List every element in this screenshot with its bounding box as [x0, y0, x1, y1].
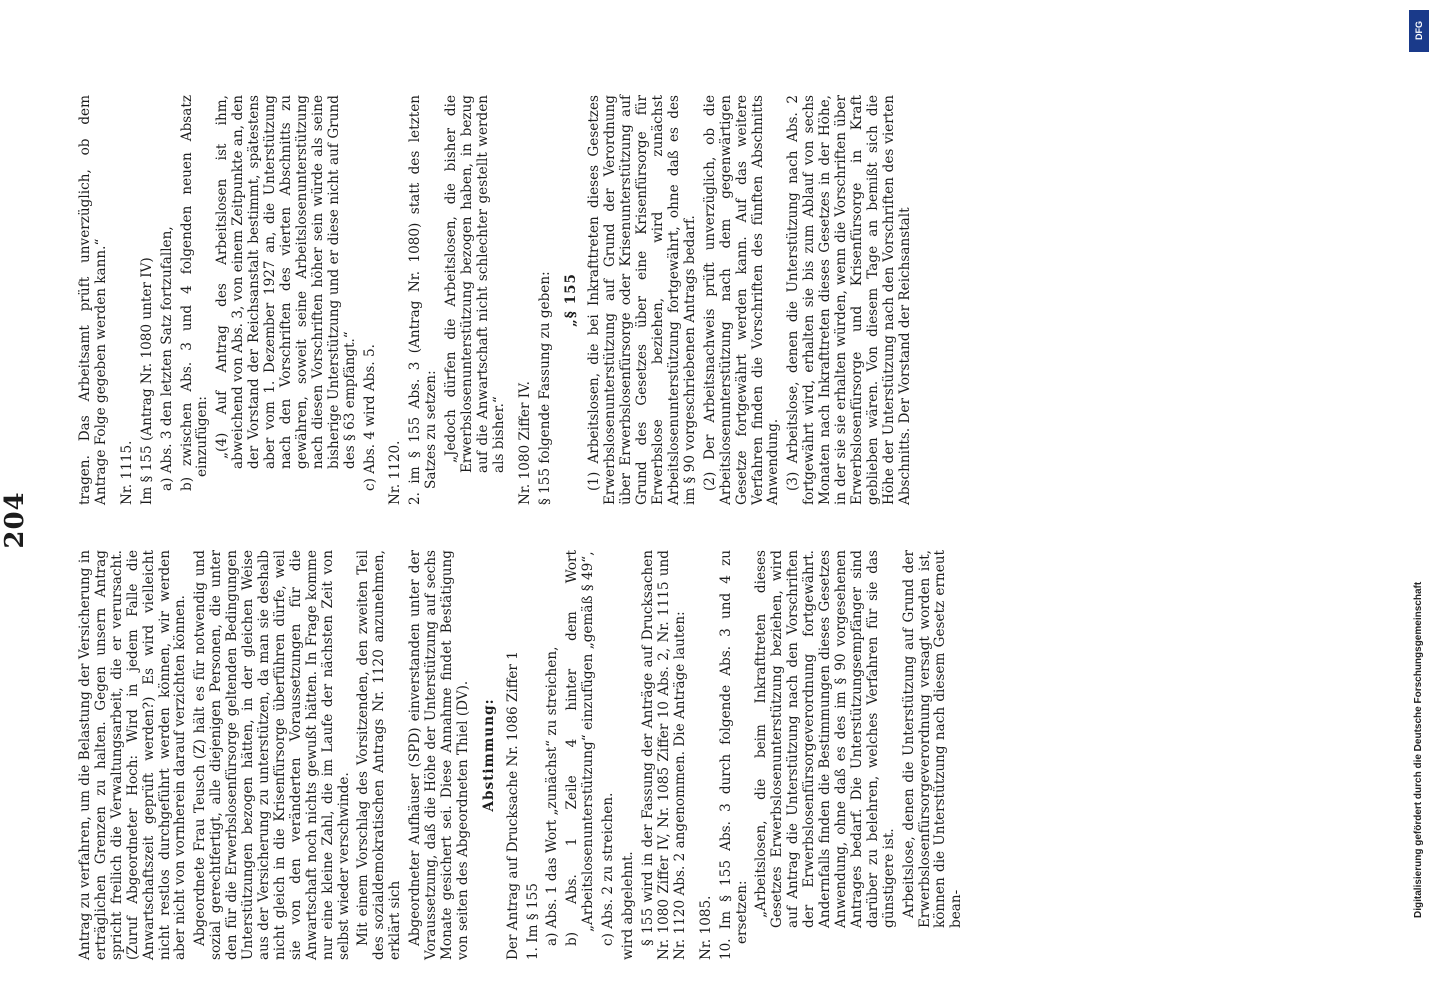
right-column-paragraph: a) Abs. 3 den letzten Satz fortzufallen, [158, 226, 175, 491]
credit-text: Digitalisierung gefördert durch die Deutsche Forschungsgemeinschaft [1413, 581, 1424, 918]
right-column-paragraph: (3) Arbeitslose, denen die Unterstützung nach Abs. 2 fortgewährt wird, erhalten sie bis zum Ablauf von sechs Monaten nach Inkrafttreten dieses Gesetzes in der Höhe, in der sie sie erhalten würden, wenn die Vorschriften über Erwerbslosenfürsorge und Krisenfürsorge in Kraft geblieben wären. Von diesem Tage an bemißt sich die Höhe der Unterstützung nach den Vorschriften des vierten Abschnitts. Der Vorstand der Reichsanstalt [785, 95, 913, 505]
right-column-paragraph: b) zwischen Abs. 3 und 4 folgenden neuen Absatz einzufügen: [178, 95, 211, 491]
right-column-paragraph: „(4) Auf Antrag des Arbeitslosen ist ihm, abweichend von Abs. 3, von einem Zeitpunkte an, den der Vorstand der Reichsanstalt bestimmt, spätestens aber vom 1. Dezember 1927 an, die Unterstützung nach den Vorschriften des vierten Abschnitts zu gewähren, soweit seine Arbeitslosenunterstützung nach diesen Vorschriften höher sein würde als seine bisherige Unterstützung und er diese nicht auf Grund des § 63 empfängt.“ [214, 95, 358, 469]
left-column-paragraph: Antrag zu verfahren, um die Belastung der Versicherung in erträglichen Grenzen zu halten. Gegen unsern Antrag spricht freilich die Verwaltungsarbeit, die er verursacht. (Zuruf Abgeordneter Hoch: Wird in jedem Falle die Anwartschaftszeit geprüft werden?) Es wird vielleicht nicht restlos durchgeführt werden können, wir werden aber nicht von vornherein darauf verzichten können. [77, 550, 189, 960]
left-column-paragraph: Nr. 1085. [697, 895, 714, 960]
right-column-paragraph: „§ 155 [562, 272, 579, 328]
left-column-paragraph: c) Abs. 2 zu streichen. [600, 792, 617, 946]
right-column-paragraph: „Jedoch dürfen die Arbeitslosen, die bisher die Erwerbslosenunterstützung bezogen haben, in bezug auf die Anwartschaft nicht schlechter gestellt werden als bisher.“ [443, 95, 507, 473]
left-column [78, 550, 969, 960]
right-column-paragraph: Nr. 1115. [118, 440, 135, 505]
right-column-paragraph: (1) Arbeitslosen, die bei Inkrafttreten dieses Gesetzes Erwerbslosenunterstützung auf Grund der Verordnung über Erwerbslosenfürsorge oder Krisenunterstützung auf Grund des Gesetzes über eine Krisenfürsorge für Erwerbslose beziehen, wird zunächst Arbeitslosenunterstützung fortgewährt, ohne daß es des im § 90 vorgeschriebenen Antrags bedarf. [586, 95, 698, 505]
left-column-paragraph: Arbeitslose, denen die Unterstützung auf Grund der Erwerbslosenfürsorgeverordnung versagt worden ist, können die Unterstützung nach diesem Gesetz erneut bean- [900, 550, 965, 928]
left-column-paragraph: a) Abs. 1 das Wort „zunächst“ zu streichen, [544, 646, 561, 946]
left-column-paragraph: 1. Im § 155 [524, 883, 541, 960]
page-number: 204 [0, 491, 30, 549]
right-column-paragraph: Nr. 1080 Ziffer IV. [516, 381, 533, 505]
left-column-paragraph: Der Antrag auf Drucksache Nr. 1086 Ziffer 1 [504, 651, 521, 960]
right-column-paragraph: tragen. Das Arbeitsamt prüft unverzüglich, ob dem Antrage Folge gegeben werden kann.“ [77, 95, 109, 505]
dfg-logo: DFG [1409, 10, 1429, 52]
left-column-paragraph: Abstimmung: [480, 698, 497, 812]
left-column-paragraph: Abgeordnete Frau Teusch (Z) hält es für notwendig und sozial gerechtfertigt, alle diejenigen Personen, die unter den für die Erwerbslosenfürsorge geltenden Bedingungen Unterstützungen bezogen hätten, in der gleichen Weise aus der Versicherung zu unterstützen, da man sie deshalb nicht gleich in die Krisenfürsorge überführen dürfe, weil sie von den veränderten Voraussetzungen für die Anwartschaft noch nichts gewußt hätten. In Frage komme nur eine kleine Zahl, die im Laufe der nächsten Zeit von selbst wieder verschwinde. [192, 550, 352, 960]
document-page [0, 40, 1340, 1000]
left-column-paragraph: Abgeordneter Aufhäuser (SPD) einverstanden unter der Voraussetzung, daß die Höhe der Unterstützung auf sechs Monate gesichert sei. Diese Annahme findet Bestätigung von seiten des Abgeordneten Thiel (DV). [407, 550, 471, 960]
right-column-paragraph: § 155 folgende Fassung zu geben: [536, 271, 553, 505]
digitization-credit [1406, 8, 1432, 998]
left-column-paragraph: b) Abs. 1 Zeile 4 hinter dem Wort „Arbeitslosenunterstützung“ einzufügen „gemäß § 49“, [564, 550, 597, 946]
right-column [78, 95, 918, 505]
right-column-paragraph: 2. im § 155 Abs. 3 (Antrag Nr. 1080) statt des letzten Satzes zu setzen: [407, 95, 440, 505]
left-column-paragraph: „Arbeitslosen, die beim Inkrafttreten dieses Gesetzes Erwerbslosenunterstützung beziehen, wird auf Antrag die Unterstützung nach den Vorschriften der Erwerbslosenfürsorgeverordnung fortgewährt. Andernfalls finden die Bestimmungen dieses Gesetzes Anwendung, ohne daß es des im § 90 vorgesehenen Antrages bedarf. Die Unterstützungsempfänger sind darüber zu belehren, welches Verfahren für sie das günstigere ist. [753, 550, 897, 928]
left-column-paragraph: wird abgelehnt. [620, 851, 637, 960]
left-column-paragraph: 10. Im § 155 Abs. 3 durch folgende Abs. 3 und 4 zu ersetzen: [717, 550, 750, 960]
right-column-paragraph: Im § 155 (Antrag Nr. 1080 unter IV) [138, 257, 155, 505]
left-column-paragraph: Mit einem Vorschlag des Vorsitzenden, den zweiten Teil des sozialdemokratischen Antrags Nr. 1120 anzunehmen, erklärt sich [355, 550, 404, 960]
left-column-paragraph: § 155 wird in der Fassung der Anträge auf Drucksachen Nr. 1080 Ziffer IV, Nr. 1085 Ziffer 10 Abs. 2, Nr. 1115 und Nr. 1120 Abs. 2 angenommen. Die Anträge lauten: [640, 550, 688, 960]
right-column-paragraph: Nr. 1120. [387, 440, 404, 505]
right-column-paragraph: c) Abs. 4 wird Abs. 5. [361, 344, 378, 491]
right-column-paragraph: (2) Der Arbeitsnachweis prüft unverzüglich, ob die Arbeitslosenunterstützung nach dem gegenwärtigen Gesetze fortgewährt werden kann. Auf das weitere Verfahren finden die Vorschriften des fünften Abschnitts Anwendung. [701, 95, 782, 505]
